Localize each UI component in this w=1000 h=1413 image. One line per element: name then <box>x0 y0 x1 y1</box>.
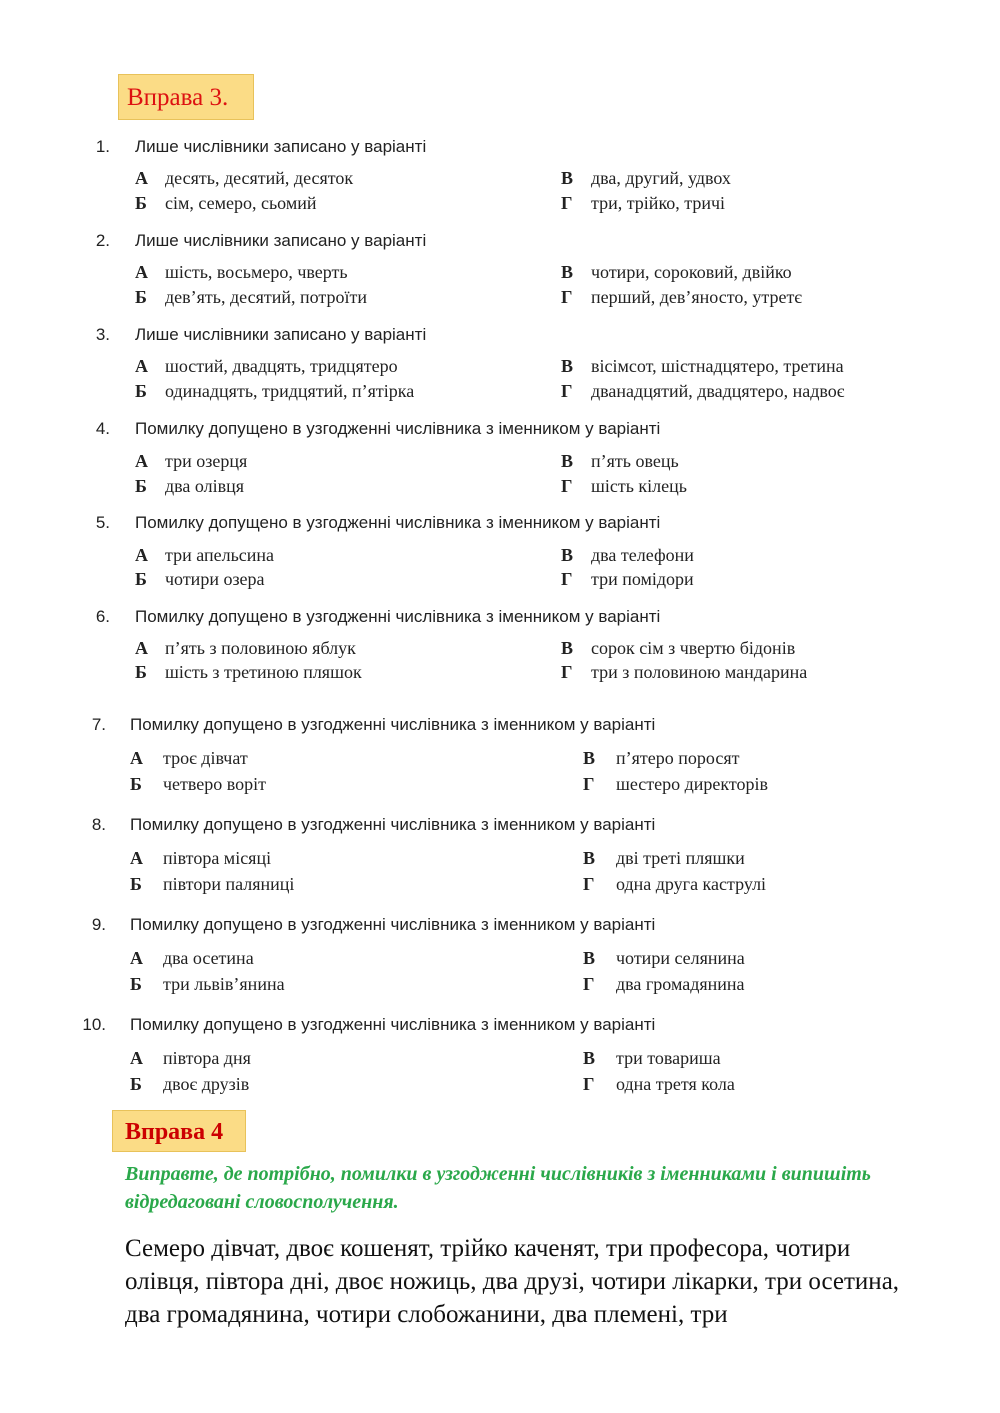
option-text: одна друга каструлі <box>616 874 767 894</box>
answer-option[interactable] <box>561 168 731 189</box>
option-letter: В <box>561 262 574 282</box>
answer-option[interactable] <box>135 168 353 189</box>
answer-option[interactable] <box>561 638 795 659</box>
option-text: перший, дев’яносто, утретє <box>591 287 803 307</box>
option-text: три, трійко, тричі <box>591 193 726 213</box>
answer-option[interactable] <box>561 287 802 308</box>
option-letter: В <box>583 848 596 868</box>
exercise-3-label: Вправа 3. <box>118 74 254 120</box>
question-text: Помилку допущено в узгодженні числівника з іменником у варіанті <box>130 815 656 834</box>
option-letter: Б <box>130 974 142 994</box>
option-letter: Г <box>561 287 573 307</box>
question-number: 4. <box>95 419 110 438</box>
option-letter: А <box>135 451 148 471</box>
option-text: чотири озера <box>165 569 265 589</box>
answer-option[interactable] <box>130 974 285 995</box>
option-text: сорок сім з чвертю бідонів <box>591 638 796 658</box>
option-letter: В <box>561 451 574 471</box>
question-number: 9. <box>91 915 106 934</box>
exercise-4-instruction: Виправте, де потрібно, помилки в узгодженні числівників з іменниками і випишіть відредаговані словосполучення. <box>125 1163 871 1213</box>
option-letter: В <box>561 168 574 188</box>
answer-option[interactable] <box>135 545 274 566</box>
option-text: три товариша <box>616 1048 721 1068</box>
answer-option[interactable] <box>561 381 844 402</box>
answer-option[interactable] <box>583 1074 735 1095</box>
option-text: десять, десятий, десяток <box>165 168 354 188</box>
answer-option[interactable] <box>583 974 745 995</box>
question-number: 3. <box>95 325 110 344</box>
option-letter: В <box>561 545 574 565</box>
option-text: двоє друзів <box>163 1074 250 1094</box>
option-letter: Г <box>583 874 595 894</box>
question-text: Лише числівники записано у варіанті <box>135 325 427 344</box>
answer-option[interactable] <box>130 948 254 969</box>
option-text: дев’ять, десятий, потроїти <box>165 287 367 307</box>
option-letter: В <box>561 356 574 376</box>
answer-option[interactable] <box>135 193 316 214</box>
answer-option[interactable] <box>561 476 687 497</box>
option-text: півтори паляниці <box>163 874 295 894</box>
question-number: 1. <box>95 137 110 156</box>
answer-option[interactable] <box>561 662 807 683</box>
option-text: четверо воріт <box>163 774 267 794</box>
question-number: 7. <box>91 715 106 734</box>
option-letter: Б <box>135 662 147 682</box>
question-text: Помилку допущено в узгодженні числівника з іменником у варіанті <box>130 715 656 734</box>
option-letter: А <box>130 1048 143 1068</box>
option-letter: Г <box>583 974 595 994</box>
option-text: три з половиною мандарина <box>591 662 808 682</box>
answer-option[interactable] <box>130 1048 251 1069</box>
answer-option[interactable] <box>135 381 414 402</box>
question-number: 10. <box>82 1015 106 1034</box>
question-text: Помилку допущено в узгодженні числівника з іменником у варіанті <box>135 607 661 626</box>
answer-option[interactable] <box>583 774 768 795</box>
option-text: дванадцятий, двадцятеро, надвоє <box>591 381 845 401</box>
option-letter: Г <box>561 569 573 589</box>
option-text: вісімсот, шістнадцятеро, третина <box>591 356 844 376</box>
option-letter: А <box>135 168 148 188</box>
answer-option[interactable] <box>135 662 362 683</box>
option-letter: Г <box>583 774 595 794</box>
question-number: 5. <box>95 513 110 532</box>
question-number: 6. <box>95 607 110 626</box>
option-text: п’ятеро поросят <box>616 748 740 768</box>
option-text: шостий, двадцять, тридцятеро <box>165 356 398 376</box>
option-text: три озерця <box>165 451 248 471</box>
answer-option[interactable] <box>135 476 244 497</box>
answer-option[interactable] <box>135 356 398 377</box>
option-letter: Г <box>561 662 573 682</box>
answer-option[interactable] <box>130 874 294 895</box>
answer-option[interactable] <box>561 262 792 283</box>
option-letter: Г <box>561 381 573 401</box>
option-letter: Б <box>130 874 142 894</box>
option-text: одинадцять, тридцятий, п’ятірка <box>165 381 415 401</box>
answer-option[interactable] <box>130 1074 249 1095</box>
option-letter: Б <box>130 774 142 794</box>
answer-option[interactable] <box>561 569 694 590</box>
answer-option[interactable] <box>561 356 844 377</box>
question-text: Помилку допущено в узгодженні числівника з іменником у варіанті <box>130 915 656 934</box>
option-letter: Б <box>135 476 147 496</box>
answer-option[interactable] <box>561 193 725 214</box>
option-letter: Б <box>135 569 147 589</box>
answer-option[interactable] <box>135 451 247 472</box>
answer-option[interactable] <box>583 748 739 769</box>
answer-option[interactable] <box>561 545 694 566</box>
option-letter: Б <box>135 287 147 307</box>
question-number: 8. <box>91 815 106 834</box>
option-letter: Б <box>135 381 147 401</box>
option-text: одна третя кола <box>616 1074 735 1094</box>
option-text: два телефони <box>591 545 694 565</box>
question-text: Помилку допущено в узгодженні числівника з іменником у варіанті <box>135 419 661 438</box>
question-text: Лише числівники записано у варіанті <box>135 231 427 250</box>
option-text: шість з третиною пляшок <box>165 662 362 682</box>
answer-option[interactable] <box>561 451 679 472</box>
option-letter: Г <box>561 193 573 213</box>
answer-option[interactable] <box>135 262 348 283</box>
option-text: півтора місяці <box>163 848 272 868</box>
option-text: півтора дня <box>163 1048 251 1068</box>
option-letter: В <box>561 638 574 658</box>
answer-option[interactable] <box>583 848 745 869</box>
option-text: два олівця <box>165 476 245 496</box>
option-letter: Г <box>583 1074 595 1094</box>
option-letter: Г <box>561 476 573 496</box>
option-letter: В <box>583 748 596 768</box>
option-text: шість кілець <box>591 476 687 496</box>
option-letter: А <box>130 948 143 968</box>
option-text: два громадянина <box>616 974 745 994</box>
option-text: чотири, сороковий, двійко <box>591 262 792 282</box>
option-text: чотири селянина <box>616 948 745 968</box>
option-letter: А <box>135 356 148 376</box>
option-letter: В <box>583 948 596 968</box>
question-number: 2. <box>95 231 110 250</box>
option-letter: А <box>135 545 148 565</box>
option-text: п’ять з половиною яблук <box>165 638 356 658</box>
question-text: Лише числівники записано у варіанті <box>135 137 427 156</box>
answer-option[interactable] <box>130 748 248 769</box>
option-text: троє дівчат <box>163 748 248 768</box>
option-text: сім, семеро, сьомий <box>165 193 317 213</box>
option-text: два, другий, удвох <box>591 168 731 188</box>
option-letter: А <box>135 638 148 658</box>
answer-option[interactable] <box>130 774 266 795</box>
question-text: Помилку допущено в узгодженні числівника з іменником у варіанті <box>135 513 661 532</box>
answer-option[interactable] <box>583 874 766 895</box>
option-text: три львів’янина <box>163 974 285 994</box>
option-text: шестеро директорів <box>616 774 769 794</box>
option-text: п’ять овець <box>591 451 679 471</box>
option-letter: А <box>135 262 148 282</box>
option-text: три апельсина <box>165 545 275 565</box>
option-text: три помідори <box>591 569 694 589</box>
answer-option[interactable] <box>583 948 745 969</box>
option-text: дві треті пляшки <box>616 848 745 868</box>
option-letter: А <box>130 848 143 868</box>
answer-option[interactable] <box>135 638 356 659</box>
option-letter: Б <box>135 193 147 213</box>
option-letter: А <box>130 748 143 768</box>
answer-option[interactable] <box>130 848 271 869</box>
question-text: Помилку допущено в узгодженні числівника з іменником у варіанті <box>130 1015 656 1034</box>
answer-option[interactable] <box>583 1048 721 1069</box>
option-letter: Б <box>130 1074 142 1094</box>
option-text: два осетина <box>163 948 254 968</box>
option-text: шість, восьмеро, чверть <box>165 262 348 282</box>
exercise-4-text: Семеро дівчат, двоє кошенят, трійко каченят, три професора, чотири олівця, півтора дні, двоє ножиць, два друзі, чотири лікарки, три осетина, два громадянина, чотири слобожанини, два племені, три <box>125 1235 900 1328</box>
exercise-4-label: Вправа 4 <box>112 1110 246 1152</box>
answer-option[interactable] <box>135 569 265 590</box>
answer-option[interactable] <box>135 287 367 308</box>
option-letter: В <box>583 1048 596 1068</box>
